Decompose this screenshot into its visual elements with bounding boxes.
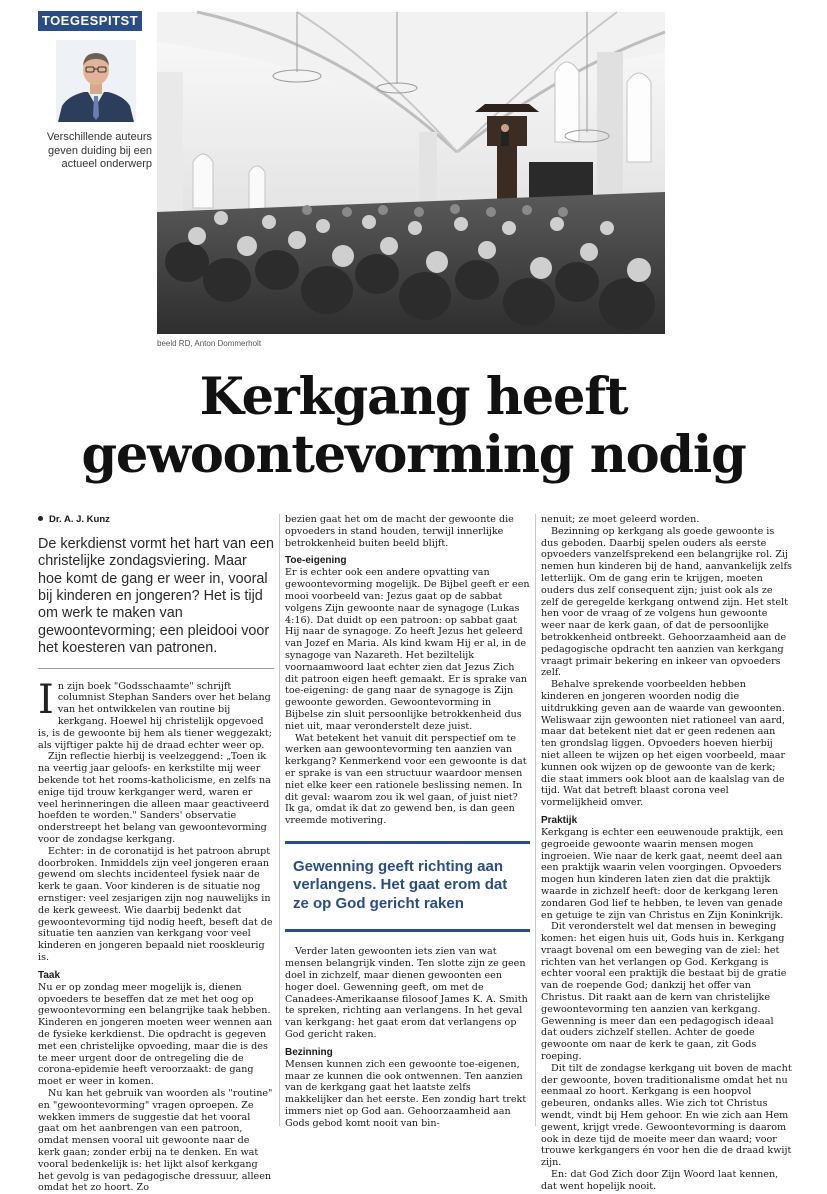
author-caption: Verschillende auteurs geven duiding bij een actueel onderwerp <box>46 131 152 170</box>
subheading-praktijk: Praktijk <box>541 814 578 826</box>
author-photo <box>56 40 136 122</box>
subheading-bezinning: Bezinning <box>285 1046 333 1058</box>
paragraph: Nu kan het gebruik van woorden als "routine" en "gewoontevorming" vragen oproepen. Ze wekken immers de suggestie dat het vooral gaat om het aanbrengen van een patroon, omdat mensen vooral uit gewoonte naar de kerk gaan; zonder erbij na te denken. En wat vooral bedenkelijk is: het lijkt alsof kerkgang het gevolg is van pedagogische dressuur, alleen omdat het zo hoort. Zo <box>38 1087 273 1194</box>
author-name: Dr. A. J. Kunz <box>49 514 110 525</box>
paragraph: Kerkgang is echter een eeuwenoude praktijk, een gegroeide gewoonte waarin mensen mogen ingroeien. Wie naar de kerk gaat, neemt deel aan een praktijk waarin velen voorgingen. Opvoeders mogen hun kinderen laten zien dat die praktijk waarde in zichzelf heeft: door de kerkgang leren zondaren God lief te hebben, te leven van genade en getuige te zijn van Christus en Zijn Koninkrijk. <box>541 826 784 921</box>
paragraph: Dit tilt de zondagse kerkgang uit boven de macht der gewoonte, boven traditionalisme omdat het nu eenmaal zo hoort. Kerkgang is een hoopvol gebeuren, ondanks alles. Wie zich tot Christus wendt, vindt bij Hem gehoor. En wie zich aan Hem gewent, krijgt vrede. Gewoontevorming is daarom ook in deze tijd de moeite meer dan waard; voor trouwe kerkgangers én voor hen die de draad kwijt zijn. <box>541 1062 792 1169</box>
paragraph: En: dat God Zich door Zijn Woord laat kennen, dat went hopelijk nooit. <box>541 1169 779 1192</box>
paragraph: Dit veronderstelt wel dat mensen in beweging komen: het eigen huis uit, Gods huis in. Kerkgang vraagt bovenal om een beweging van de ziel: het richten van het verlangen op God. Kerkgang is echter vooral een praktijk die bestaat bij de gratie van de roepende God; dankzij het offer van Christus. Dit raakt aan de kern van christelijke gewoontevorming ten aanzien van kerkgang. Gewenning is meer dan een pedagogisch ideaal dat ouders zichzelf stellen. Achter de goede gewoonte om naar de kerk te gaan, zit Gods roeping. <box>541 921 787 1063</box>
subheading-taak: Taak <box>38 969 61 981</box>
subheading-toe-eigening: Toe-eigening <box>285 555 347 567</box>
bullet-icon <box>38 516 43 521</box>
headline-line-1: Kerkgang heeft <box>199 367 628 427</box>
article-column-3 <box>541 514 792 1192</box>
article-intro: De kerkdienst vormt het hart van een christelijke zondagsviering. Maar hoe komt de gang er weer in, vooral bij kinderen en jongeren? Het is tijd om werk te maken van gewoontevorming; een pleidooi voor het koesteren van patronen. <box>38 535 274 657</box>
drop-cap: I <box>38 676 54 723</box>
paragraph: Bezinning op kerkgang als goede gewoonte is dus geboden. Daarbij spelen ouders als eerste opvoeders vanzelfsprekend een belangrijke rol. Zij nemen hun kinderen bij de hand, aanvankelijk zelfs letterlijk. Om de gang erin te krijgen, moeten ouders dus zelf consequent zijn; juist ook als ze zelf de geregelde kerkgang ontwend zijn. Het stelt hen voor de vraag of ze volgens hun gewoonte weer naar de kerk gaan, of dat de persoonlijke betrokkenheid ontbreekt. Gehoorzaamheid aan de pedagogische opdracht ten aanzien van kerkgang vraagt primair bekering en inkeer van opvoeders zelf. <box>541 525 792 679</box>
article-column-2 <box>285 514 530 1129</box>
pull-quote: Gewenning geeft richting aan verlangens. Het gaat erom dat ze op God gericht raken <box>285 841 530 933</box>
paragraph: Mensen kunnen zich een gewoonte toe-eigenen, maar ze kunnen die ook ontwennen. Ten aanzien van de kerkgang gaat het laatste zelfs makkelijker dan het eerste. Een zondig hart trekt immers niet op God aan. Gehoorzaamheid aan Gods gebod komt nooit van bin- <box>285 1058 527 1129</box>
photo-credit: beeld RD, Anton Dommerholt <box>157 339 262 348</box>
column-divider <box>535 514 536 1126</box>
section-kicker: TOEGESPITST <box>38 11 142 31</box>
paragraph: In zijn boek "Godsschaamte" schrijft columnist Stephan Sanders over het belang van het ontwikkelen van routine bij kerkgang. Hoewel hij christelijk opgevoed is, is de gewoonte bij hem als tiener weggezakt; als vijftiger pakte hij de draad echter weer op. <box>38 676 272 751</box>
headline-line-2: gewoontevorming nodig <box>81 425 746 485</box>
church-interior-image <box>157 12 665 334</box>
paragraph: Behalve sprekende voorbeelden hebben kinderen en jongeren woorden nodig die uitdrukking geven aan de waarde van gewoonten. Weliswaar zijn gewoonten niet rationeel van aard, maar dat betekent niet dat er geen redenen aan ten grondslag liggen. Opvoeders hoeven hierbij niet alleen te wijzen op het eigen voorbeeld, maar kunnen ook wijzen op de gewoonte van de kerk; die staat immers ook bloot aan de kaalslag van de tijd. Wat dat betreft blaast corona veel vormelijkheid omver. <box>541 679 786 809</box>
paragraph: nenuit; ze moet geleerd worden. <box>541 514 700 525</box>
paragraph: Wat betekent het vanuit dit perspectief om te werken aan gewoontevorming ten aanzien van kerkgang? Kenmerkend voor een gewoonte is dat er sprake is van een structuur waardoor mensen niet elke keer een rationele beslissing nemen. In dit geval: waarom zou ik wel gaan, of juist niet? Ik ga, omdat ik dat zo gewend ben, is dan geen vreemde motivering. <box>285 732 527 827</box>
church-photo <box>157 12 665 334</box>
article-headline <box>0 368 827 484</box>
paragraph: Echter: in de coronatijd is het patroon abrupt doorbroken. Inmiddels zijn veel jongeren eraan gewend om slechts incidenteel fysiek naar de kerk te gaan. Voor kinderen is de situatie nog ernstiger: veel zesjarigen zijn nog nauwelijks in de kerk geweest. Wie daarbij bedenkt dat gewoontevorming tijd nodig heeft, beseft dat de situatie ten aanzien van kerkgang voor veel kinderen en jongeren bepaald niet rooskleurig is. <box>38 845 273 963</box>
author-portrait-image <box>56 40 136 122</box>
paragraph: Zijn reflectie hierbij is veelzeggend: „Toen ik na veertig jaar geloofs- en kerkstilte mij weer bekende tot het rooms-katholicisme, en zelfs na enige tijd trouw kerkganger werd, waren er veel herinneringen die alleen maar geactiveerd hoefden te worden." Sanders' observatie onderstreept het belang van gewoontevorming voor de zondagse kerkgang. <box>38 751 271 845</box>
paragraph: bezien gaat het om de macht der gewoonte die opvoeders in stand houden, terwijl innerlijke betrokkenheid buiten beeld blijft. <box>285 514 514 549</box>
intro-divider <box>38 668 274 669</box>
column-divider <box>279 514 280 1126</box>
byline <box>38 514 274 526</box>
paragraph: Nu er op zondag meer mogelijk is, dienen opvoeders te beseffen dat ze met het oog op gewoontevorming een belangrijke taak hebben. Kinderen en jongeren moeten weer wennen aan de fysieke kerkdienst. Die opdracht is gegeven met een christelijke opvoeding, maar die is des te meer urgent door de ontregeling die de corona-epidemie heeft veroorzaakt: de gang moet er weer in komen. <box>38 981 273 1088</box>
article-column-1 <box>38 514 274 1194</box>
paragraph: Er is echter ook een andere opvatting van gewoontevorming mogelijk. De Bijbel geeft er een mooi voorbeeld van: Jezus gaat op de sabbat volgens Zijn gewoonte naar de synagoge (Lukas 4:16). Dat duidt op een patroon: op sabbat gaat Hij naar de synagoge. Zo heeft Jezus het geleerd van Jozef en Maria. Als kind kwam Hij er al, in de synagoge van Nazareth. Het beziltelijk voornaamwoord laat echter zien dat Jezus Zich dit patroon eigen heeft gemaakt. Er is sprake van toe-eigening: de gang naar de synagoge is Zijn gewoonte geworden. Gewoontevorming in Bijbelse zin sluit persoonlijke betrokkenheid dus niet uit, maar veronderstelt deze juist. <box>285 567 530 732</box>
paragraph: Verder laten gewoonten iets zien van wat mensen belangrijk vinden. Ten slotte zijn ze geen doel in zichzelf, maar dienen gewoonten een hoger doel. Gewenning geeft, om met de Canadees-Amerikaanse filosoof James K. A. Smith te spreken, richting aan verlangens. In het geval van kerkgang: het gaat erom dat verlangens op God gericht raken. <box>285 946 528 1040</box>
